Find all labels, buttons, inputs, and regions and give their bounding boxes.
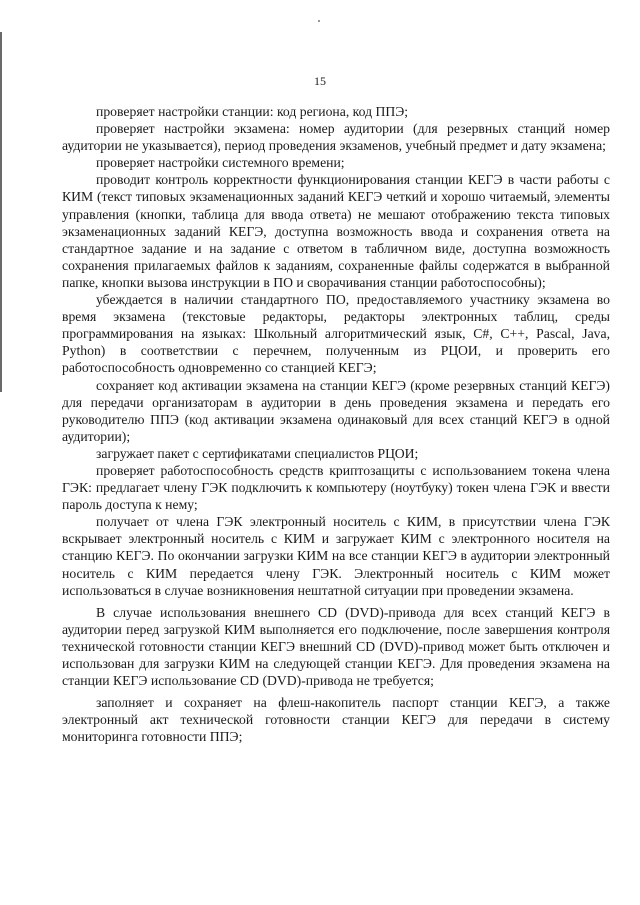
body-text: [62, 103, 610, 745]
paragraph-activation-code: сохраняет код активации экзамена на станции КЕГЭ (кроме резервных станций КЕГЭ) для передачи организаторам в аудитории в день проведения экзамена и передать его руководителю ППЭ (код активации экзамена одинаковый для всех станций КЕГЭ в одной аудитории);: [62, 377, 610, 444]
paragraph-system-time: проверяет настройки системного времени;: [96, 155, 345, 171]
scan-speck: [318, 20, 320, 22]
paragraph-station-passport: заполняет и сохраняет на флеш-накопитель паспорт станции КЕГЭ, а также электронный акт технической готовности станции КЕГЭ для передачи в систему мониторинга готовности ППЭ;: [62, 695, 610, 745]
paragraph-crypto-check: проверяет работоспособность средств криптозащиты с использованием токена члена ГЭК: предлагает члену ГЭК подключить к компьютеру (ноутбуку) токен члена ГЭК и ввести пароль доступа к нему;: [62, 462, 610, 513]
paragraph-kim-control: проводит контроль корректности функционирования станции КЕГЭ в части работы с КИМ (текст типовых экзаменационных заданий КЕГЭ четкий и хорошо читаемый, элементы управления (кнопки, таблица для ввода ответа) не мешают отображению текста типовых экзаменационных заданий КЕГЭ, доступна возможность ввода и сохранения ответа на стандартное задание и на задание с ответом в табличном виде, доступна возможность сохранения прилагаемых файлов к заданиям, сохраненные файлы содержатся в выбранной папке, кнопки вызова инструкции в ПО и сворачивания станции работоспособны);: [62, 172, 610, 290]
paragraph-region-check: проверяет настройки станции: код региона, код ППЭ;: [96, 104, 409, 119]
paragraph-kim-media: получает от члена ГЭК электронный носитель с КИМ, в присутствии члена ГЭК вскрывает электронный носитель с КИМ и загружает КИМ с электронного носителя на станцию КЕГЭ. По окончании загрузки КИМ на все станции КЕГЭ в аудитории электронный носитель с КИМ передается члену ГЭК. Электронный носитель с КИМ может использоваться в случае возникновения нештатной ситуации при проведении экзамена.: [62, 514, 610, 598]
paragraph-exam-settings: проверяет настройки экзамена: номер аудитории (для резервных станций номер аудитории не указывается), период проведения экзаменов, учебный предмет и дату экзамена;: [62, 121, 610, 154]
paragraph-certificates: загружает пакет с сертификатами специалистов РЦОИ;: [96, 445, 419, 461]
paragraph-standard-software: убеждается в наличии стандартного ПО, предоставляемого участнику экзамена во время экзамена (текстовые редакторы, редакторы электронных таблиц, среды программирования на языках: Школьный алгоритмический язык, C#, C++, Pascal, Java, Python) в соответствии с перечнем, полученным из РЦОИ, и проверить его работоспособность одновременно со станцией КЕГЭ;: [62, 292, 610, 376]
paragraph-dvd-drive: В случае использования внешнего CD (DVD)-привода для всех станций КЕГЭ в аудитории перед загрузкой КИМ выполняется его подключение, после завершения контроля технической готовности станции КЕГЭ внешний CD (DVD)-привод может быть отключен и использован для загрузки КИМ на следующей станции КЕГЭ. Для проведения экзамена на станции КЕГЭ использование CD (DVD)-привода не требуется;: [62, 604, 610, 689]
page-number: 15: [314, 74, 326, 88]
